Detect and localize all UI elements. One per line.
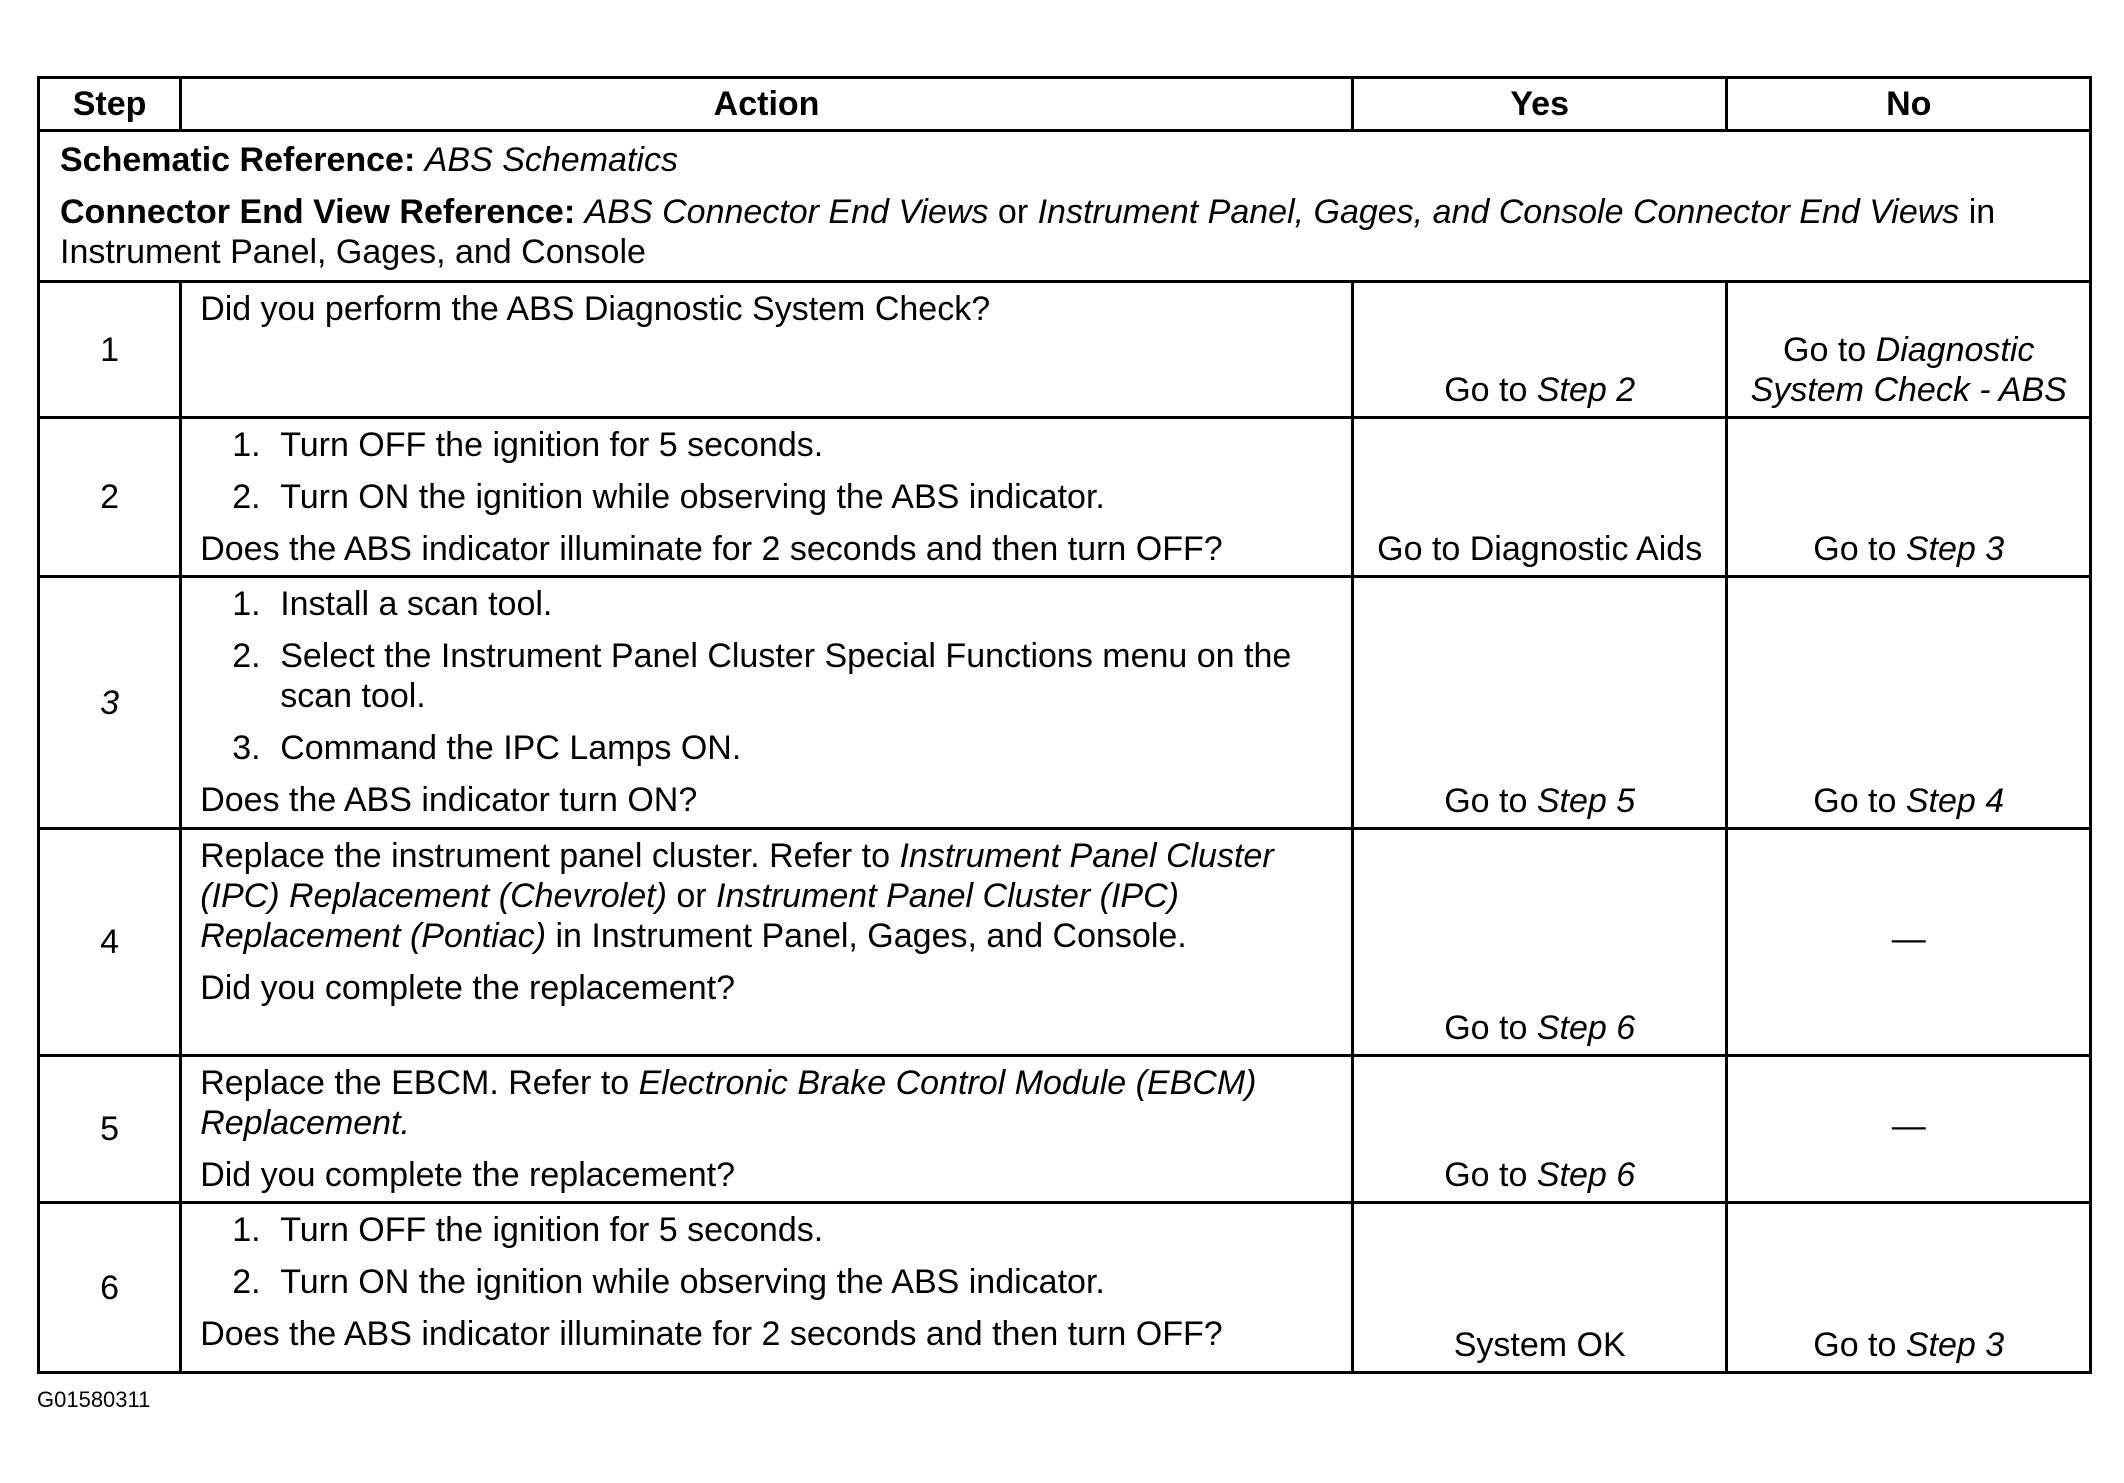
list-item-text: Turn ON the ignition while observing the ABS indicator.: [280, 478, 1105, 516]
yes-cell: [1352, 577, 1727, 829]
yes-cell: [1352, 418, 1727, 577]
yes-link[interactable]: Step 6: [1536, 1156, 1636, 1194]
yes-cell: [1352, 829, 1727, 1056]
list-item: [232, 425, 1335, 465]
step-question: Did you perform the ABS Diagnostic System Check?: [200, 290, 991, 328]
list-item-text: Turn ON the ignition while observing the ABS indicator.: [280, 1263, 1105, 1301]
connector-reference-link-ipc[interactable]: Instrument Panel, Gages, and Console Connector End Views: [1037, 193, 1960, 231]
connector-reference-link-abs[interactable]: ABS Connector End Views: [584, 193, 989, 231]
schematic-reference: [60, 140, 2069, 180]
connector-reference-label: Connector End View Reference:: [60, 193, 576, 231]
procedure-link-ebcm[interactable]: Electronic Brake Control Module (EBCM) Replacement.: [200, 1064, 1257, 1142]
instruction-list: [200, 584, 1335, 768]
step-question: Does the ABS indicator illuminate for 2 seconds and then turn OFF?: [200, 1315, 1223, 1353]
diagnostic-table: [37, 76, 2092, 1374]
step-number: 6: [39, 1203, 181, 1373]
no-link[interactable]: Step 3: [1905, 530, 2005, 568]
instruction-list: [200, 425, 1335, 517]
yes-prefix: Go to: [1444, 371, 1528, 409]
list-item-number: 1.: [232, 1211, 261, 1249]
list-item-number: 3.: [232, 729, 261, 767]
header-no: No: [1727, 78, 2091, 131]
list-item: [232, 1262, 1335, 1302]
no-cell: [1727, 282, 2091, 418]
no-prefix: Go to: [1813, 1326, 1897, 1364]
action-cell: [181, 282, 1353, 418]
no-cell: [1727, 418, 2091, 577]
yes-text[interactable]: Go to Diagnostic Aids: [1377, 530, 1703, 568]
references-cell: [39, 131, 2091, 282]
step-instruction: [200, 1063, 1335, 1143]
yes-prefix: Go to: [1444, 782, 1528, 820]
schematic-reference-link[interactable]: ABS Schematics: [424, 141, 678, 179]
yes-prefix: Go to: [1444, 1156, 1528, 1194]
no-cell: [1727, 829, 2091, 1056]
action-cell: [181, 829, 1353, 1056]
no-prefix: Go to: [1813, 530, 1897, 568]
list-item: [232, 728, 1335, 768]
no-dash: —: [1891, 1107, 1926, 1145]
instruction-or: or: [676, 877, 707, 915]
step-number: 4: [39, 829, 181, 1056]
list-item: [232, 477, 1335, 517]
yes-link[interactable]: Step 5: [1536, 782, 1636, 820]
connector-reference-suffix: in Instrument Panel, Gages, and Console: [60, 193, 1996, 271]
step-row-6: [39, 1203, 2091, 1373]
yes-cell: [1352, 1203, 1727, 1373]
step-row-2: [39, 418, 2091, 577]
step-question: Did you complete the replacement?: [200, 969, 736, 1007]
instruction-text: Replace the instrument panel cluster. Refer to: [200, 837, 891, 875]
yes-prefix: Go to: [1444, 1009, 1528, 1047]
step-question: Does the ABS indicator turn ON?: [200, 781, 698, 819]
no-link[interactable]: Step 3: [1905, 1326, 2005, 1364]
yes-link[interactable]: Step 6: [1536, 1009, 1636, 1047]
list-item-number: 2.: [232, 478, 261, 516]
action-cell: [181, 1203, 1353, 1373]
figure-code: G01580311: [37, 1387, 151, 1412]
list-item-text: Command the IPC Lamps ON.: [280, 729, 742, 767]
step-question: Did you complete the replacement?: [200, 1156, 736, 1194]
no-link[interactable]: Step 4: [1905, 782, 2005, 820]
instruction-text: Replace the EBCM. Refer to: [200, 1064, 630, 1102]
list-item-number: 2.: [232, 1263, 261, 1301]
header-step: Step: [39, 78, 181, 131]
no-cell: [1727, 577, 2091, 829]
action-cell: [181, 418, 1353, 577]
list-item-text: Install a scan tool.: [280, 585, 553, 623]
no-cell: [1727, 1203, 2091, 1373]
header-yes: Yes: [1352, 78, 1727, 131]
step-row-4: [39, 829, 2091, 1056]
yes-link[interactable]: Step 2: [1536, 371, 1636, 409]
step-number: 1: [39, 282, 181, 418]
step-number: 2: [39, 418, 181, 577]
no-cell: [1727, 1056, 2091, 1203]
list-item: [232, 636, 1335, 716]
list-item: [232, 584, 1335, 624]
step-row-3: [39, 577, 2091, 829]
list-item-number: 1.: [232, 426, 261, 464]
yes-cell: [1352, 1056, 1727, 1203]
action-cell: [181, 577, 1353, 829]
procedure-link-chevrolet[interactable]: Instrument Panel Cluster (IPC) Replacement (Chevrolet): [200, 837, 1274, 915]
yes-cell: [1352, 282, 1727, 418]
schematic-reference-label: Schematic Reference:: [60, 141, 416, 179]
no-prefix: Go to: [1783, 331, 1867, 369]
references-row: [39, 131, 2091, 282]
list-item-text: Select the Instrument Panel Cluster Special Functions menu on the scan tool.: [280, 637, 1292, 715]
no-link[interactable]: Diagnostic System Check - ABS: [1750, 331, 2067, 409]
no-dash: —: [1891, 920, 1926, 958]
no-prefix: Go to: [1813, 782, 1897, 820]
list-item: [232, 1210, 1335, 1250]
connector-reference-or: or: [997, 193, 1029, 231]
step-row-5: [39, 1056, 2091, 1203]
table-header-row: [39, 78, 2091, 131]
procedure-link-pontiac[interactable]: Instrument Panel Cluster (IPC) Replacement (Pontiac): [200, 877, 1179, 955]
header-action: Action: [181, 78, 1353, 131]
step-row-1: [39, 282, 2091, 418]
list-item-number: 2.: [232, 637, 261, 675]
instruction-list: [200, 1210, 1335, 1302]
instruction-suffix: in Instrument Panel, Gages, and Console.: [555, 917, 1187, 955]
list-item-text: Turn OFF the ignition for 5 seconds.: [280, 426, 824, 464]
connector-reference: [60, 192, 2069, 272]
list-item-text: Turn OFF the ignition for 5 seconds.: [280, 1211, 824, 1249]
action-cell: [181, 1056, 1353, 1203]
list-item-number: 1.: [232, 585, 261, 623]
step-question: Does the ABS indicator illuminate for 2 seconds and then turn OFF?: [200, 530, 1223, 568]
yes-text: System OK: [1453, 1326, 1626, 1364]
step-instruction: [200, 836, 1335, 956]
step-number: 3: [39, 577, 181, 829]
step-number: 5: [39, 1056, 181, 1203]
